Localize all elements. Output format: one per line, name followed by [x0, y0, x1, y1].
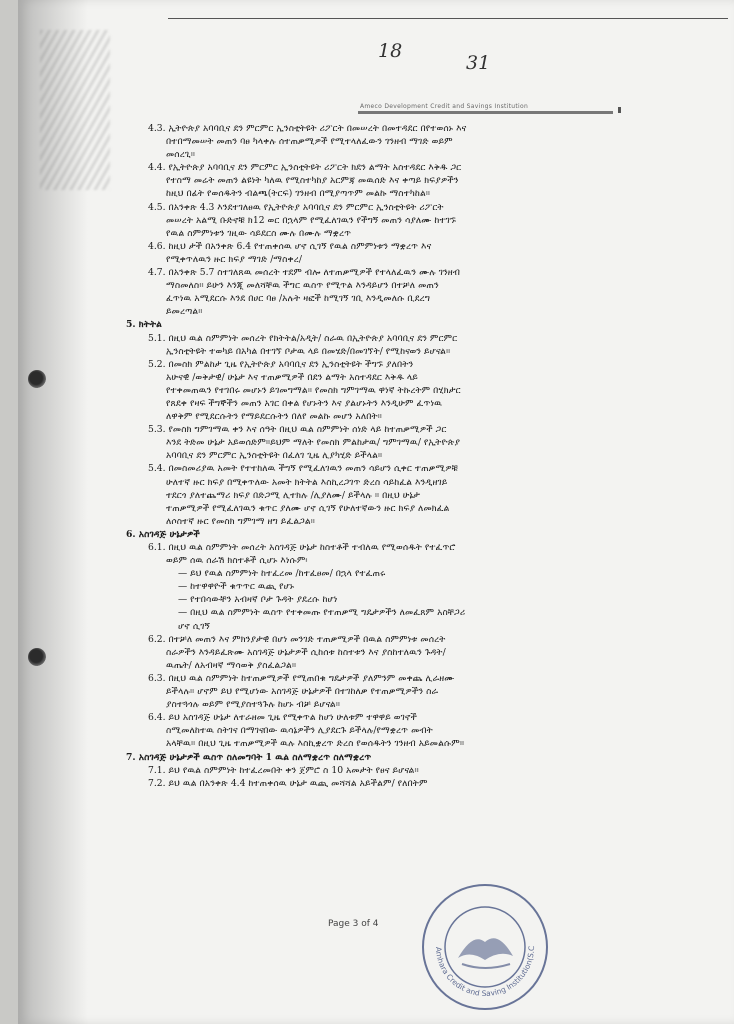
institution-seal: [418, 880, 553, 1015]
text-line: 6. አስገዳጅ ሁኔታዎች: [126, 528, 200, 540]
page-footer: Page 3 of 4: [328, 919, 379, 929]
text-line: — የተበሳውቸን አብዛኛ ቦታ ጉዳት ያደረሱ ከሆነ: [178, 594, 338, 606]
text-line: — ከተዋዋዮች ቁጥጥር ዉጪ የሆኑ: [178, 581, 295, 593]
text-line: ለሶስተኛ ዙር የመስክ ግምገማ ዘግ ይፈልጋል።: [166, 515, 315, 527]
text-line: ዉጤት/ ለአብዛኛ ማሳወቅ ያስፈልጋል።: [166, 659, 297, 671]
text-line: አባባቢና ደን ምርምር ኢንስቲትዩት በፈለገ ጊዜ ሊያካሂድ ይችላል።: [166, 450, 383, 462]
text-line: ወይም ሰዉ ሰራሽ ክስተቶች ሲሆኑ እነሱም፡: [166, 555, 308, 567]
text-line: 5.4. በመስመሪያዉ አመት የተተከለዉ ችግኝ የሚፈለገዉን መጠን ሳይሆን ሲቀር ተጠቃሚዎቹ: [148, 463, 459, 475]
text-line: ያስተጓጎሉ ወይም የሚያስተጓጉሉ ከሆኑ ብቻ ይሆናል።: [166, 699, 341, 711]
text-line: 5.3. የመስክ ግምገማዉ ቀን እና ሰዓት በዚህ ዉል ስምምነት ሰነድ ላይ ከተጠቃሚዎች ጋር: [148, 424, 447, 436]
punch-hole-top: [28, 370, 46, 388]
text-line: ማስመለስ። ይሁን እንጂ መለሻቸዉ ችግር ዉስጥ የሚጥል እንዳይሆን በተቻለ መጠን: [166, 280, 439, 292]
document-body: [126, 122, 646, 790]
text-line: አላቸዉ። በዚህ ጊዜ ተጠቃሚዎች ዉሉ እስኪቋረጥ ድረስ የወሰዱትን ገንዘብ አይመልሱም።: [166, 738, 465, 750]
text-line: ሆኖ ሲገኝ: [178, 620, 210, 632]
text-line: መሰረጊ።: [166, 149, 196, 161]
text-line: 4.7. በአንቀጽ 5.7 ስተገለጸዉ መሰረት ተደም ብሎ ለተጠቃሚዎች የተላለፈዉን ሙሉ ገንዘብ: [148, 267, 461, 279]
text-line: 6.3. በዚህ ዉል ስምምነት ከተጠቃሚዎች የሚጠበቁ ግዴታዎች ያለምንም መቀጨ ሊራዘሙ: [148, 672, 455, 684]
text-line: የተስማ መሬት መጠን ልዩነት ካለዉ የሚስተካከያ አርምጃ መዉሰድ እና ቀጣይ ክፍያዎችን: [166, 175, 459, 187]
text-line: — ይህ የዉል ስምምነት ከተፈረመ /ከተፈፀመ/ በኋላ የተፈጠሩ: [178, 568, 386, 580]
text-line: ይመረጣል።: [166, 306, 203, 318]
text-line: 4.4. የኢትዮጵያ አባባቢና ደን ምርምር ኢንስቲትዩት ሪፖርት ክደን ልማት አስተዳደር እቅዱ ጋር: [148, 162, 462, 174]
text-line: 5. ክትትል: [126, 319, 162, 331]
text-line: 7.2. ይህ ዉል በአንቀጽ 4.4 ከተጠቀሰዉ ሁኔታ ዉጪ መሻሻል አይችልም/ የለበትም: [148, 777, 428, 789]
header-bar: [358, 111, 613, 114]
text-line: ስሚመለከተዉ ስትገና በማገናበው ዉሳኔዎችን ሊያደርጉ ይችላሉ/የማቋረጥ መብት: [166, 725, 433, 737]
text-line: የጸደቀ የዛፍ ችግኞችን መጠን አገር በቀል የሆኑትን እና ያልሆኑትን እንዲሁም ፈጥነዉ: [166, 397, 443, 409]
text-line: 7. አስገዳጅ ሁኔታዎች ዉስጥ ስለመግባት 1 ዉል ስለማቋረጥ ስለማቋረጥ: [126, 751, 372, 763]
text-line: በተበማመሠት መጠን ባፀ ካላቀሉ ሰተጠቃሚዎች የሚተላለፈውን ገንዘብ ማገድ ወይም: [166, 136, 453, 148]
text-line: እንደ ትድመ ሁኔታ አይወሰድም።ይህም ማለት የመስክ ምልከታዉ/ ግምገማዉ/ የኢትዮጵያ: [166, 437, 461, 449]
text-line: 6.4. ይህ አስገዳጅ ሁኔታ ለተራዘመ ጊዜ የሚቀጥል ከሆነ ሁለቱም ተዋዋይ ወገኖች: [148, 712, 418, 724]
text-line: — በዚህ ዉል ስምምነት ዉስጥ የተቀመጡ የተጠቃሚ ግዴታዎችን ለመፈጸም አስቸጋሪ: [178, 607, 466, 619]
text-line: 5.1. በዚህ ዉል ስምምነት መሰረት የክትትል/አዲት/ ስራዉ በኢትዮጵያ አባባቢና ደን ምርምር: [148, 332, 458, 344]
text-line: 4.6. ከዚህ ታች በአንቀጽ 6.4 የተጠቀሰዉ ሆኖ ሲገኝ የዉል ስምምነቱን ማቋረጥ እና: [148, 240, 432, 252]
text-line: ተደርጎ ያለተጨማሪ ክፍያ በድጋሚ ሊተክሉ /ሊያለሙ/ ይችላሉ ። በዚህ ሁኔታ: [166, 489, 421, 501]
text-line: ተጠቃሚዎች የሚፈለገዉን ቁጥር ያለሙ ሆኖ ሲገኝ የሁለተኛውን ዙር ክፍያ ለመክፈል: [166, 502, 450, 514]
text-line: አሁናዊ /ወቅታዊ/ ሁኔታ እና ተጠቃሚዎች በደን ልማት አስተዳደር እቅዱ ላይ: [166, 371, 418, 383]
text-line: ለዋቅም የሚደርሱትን የማይደርሱትን በለየ መልኩ መሆን አለበት።: [166, 411, 382, 423]
text-line: የሚቀጥለዉን ዙር ክፍያ ማገድ /ማስቀረ/: [166, 253, 302, 265]
text-line: ሁለተኛ ዙር ክፍያ በሚቀጥለው አመት ክትትል እስኪረጋገጥ ድረስ ሳይከፈል እንዲዘገይ: [166, 476, 448, 488]
header-mark: [618, 107, 621, 113]
text-line: 4.5. በአንቀጽ 4.3 እንደተገለፀዉ የኢትዮጵያ አባባቢና ደን ምርምር ኢንስቲትዩት ሪፖርት: [148, 201, 444, 213]
text-line: 5.2. በመስክ ምልከታ ጊዜ የኢትዮጵያ አባባቢና ደን ኢንስቲትዩት ችግኙ ያለበትን: [148, 358, 414, 370]
text-line: 6.1. በዚህ ዉል ስምምነት መሰረት አስገዳጅ ሁኔታ ከስተቶች ተብለዉ የሚወሰዱት የተፈጥሮ: [148, 542, 456, 553]
seal-text: Amhara Credit and Saving Institution(S.C: [433, 945, 537, 999]
text-line: ይችላሉ። ሆኖም ይህ የሚሆነው አስገዳጅ ሁኔታዎች በተገከለቃ የተጠቃሚዎችን ስራ: [166, 686, 439, 698]
punch-hole-bottom: [28, 648, 46, 666]
handwritten-number-left: 18: [378, 40, 403, 62]
text-line: የተቀመጠዉን የተገበሩ መሆኑን ይገመግማል። የመስክ ግምገማዉ ዋነኛ ትኩረትም በሂክታር: [166, 384, 461, 396]
text-line: 6.2. በተቻለ መጠን እና ምክንያታዊ በሆነ መንገድ ተጠቃሚዎች በዉል ስምምነቱ መሰረት: [148, 633, 446, 645]
scan-stain: [40, 30, 110, 190]
header-text: Ameco Development Credit and Savings Institution: [360, 103, 529, 110]
svg-text:Amhara Credit and Saving Insti: [418, 880, 536, 998]
text-line: የዉል ስምምነቱን ገዚው ሳይደርስ ሙሉ በሙሉ ማቋረጥ: [166, 227, 352, 239]
text-line: ከዚህ በፊት የወሰዱትን ብልጫ(ትርፍ) ገንዘብ በሚያጣጥም መልኩ ማስተካከል።: [166, 188, 431, 200]
text-line: 7.1. ይህ የዉል ስምምነት ከተፈረመበት ቀን ጀምሮ ስ 10 አመታት የፀና ይሆናል።: [148, 764, 419, 776]
text-line: 4.3. ኢትዮጵያ አባባቢና ደን ምርምር ኢንስቲትዩት ሪፖርት በመሠረት በመተዳደር በየተወሰኑ እና: [148, 123, 467, 134]
text-line: ኢንስቲትዩት ተወካይ በአካል በተገኘ ቦታዉ ላይ በመሄድ/በመገኘት/ የሚከናወን ይሆናል።: [166, 345, 451, 357]
text-line: ፈጥነዉ አሚደርሱ እንደ በሀር ባፀ /አሉት ዛፎች ከሚገኝ ገቢ እንዲመለሱ ቢደረግ: [166, 293, 431, 305]
top-rule: [168, 18, 728, 19]
text-line: ስራዎችን እንዳይፈጽሙ አስገዳጅ ሁኔታዎች ሲከሰቱ ከስተቱን እና ያስከተለዉን ጉዳት/: [166, 646, 446, 658]
text-line: መሠረት አልሚ ቡድኖቹ ክ12 ወር በኋላም የሚፈለገዉን የችግኝ መጠን ሳያለሙ ከተገኙ: [166, 214, 457, 226]
handwritten-number-right: 31: [466, 52, 491, 74]
document-page: [18, 0, 734, 1024]
